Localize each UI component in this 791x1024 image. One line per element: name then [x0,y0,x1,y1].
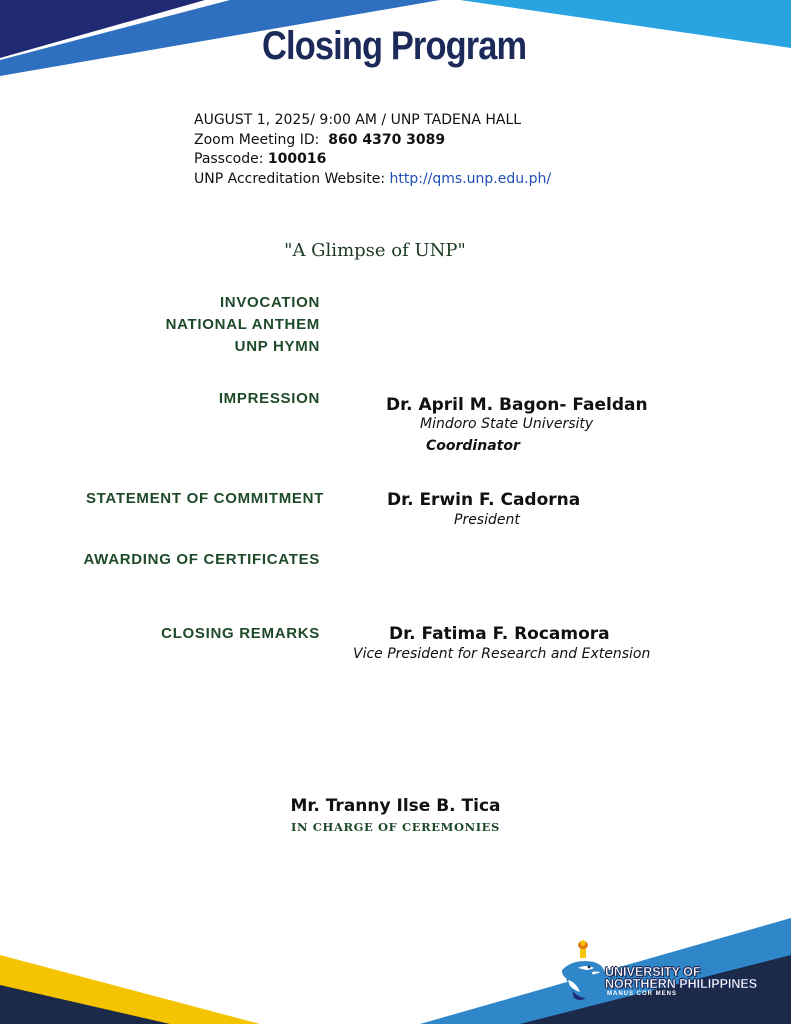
zoom-label: Zoom Meeting ID: [194,131,320,148]
logo-motto: MANUS COR MENS [607,991,678,997]
program-item-statement-of-commitment: STATEMENT OF COMMITMENT [85,490,324,507]
event-date-line: AUGUST 1, 2025/ 9:00 AM / UNP TADENA HALL [194,112,522,128]
impression-speaker-org: Mindoro State University [420,416,594,432]
impression-speaker-name: Dr. April M. Bagon- Faeldan [386,395,648,415]
passcode-value: 100016 [267,151,327,167]
program-item-national-anthem: NATIONAL ANTHEM [165,316,320,333]
passcode-label: Passcode: [194,151,264,167]
emcee-role: IN CHARGE OF CEREMONIES [291,820,500,834]
zoom-meeting-row [194,131,551,151]
logo-line-1: UNIVERSITY OF [605,965,701,979]
passcode-row [194,150,551,170]
program-item-closing-remarks: CLOSING REMARKS [161,625,320,642]
website-label: UNP Accreditation Website: [194,170,386,187]
closing-speaker-name: Dr. Fatima F. Rocamora [389,624,610,644]
closing-speaker-role: Vice President for Research and Extension [353,646,651,662]
logo-line-2: NORTHERN PHILIPPINES [605,977,758,991]
website-link[interactable]: http://qms.unp.edu.ph/ [389,170,552,187]
impression-speaker-role: Coordinator [426,438,520,454]
program-item-unp-hymn: UNP HYMN [234,338,320,355]
program-item-awarding-of-certificates: AWARDING OF CERTIFICATES [83,551,320,568]
program-item-invocation: INVOCATION [219,294,320,311]
commitment-speaker-name: Dr. Erwin F. Cadorna [387,490,581,510]
website-row [194,170,551,190]
page-title: Closing Program [262,24,527,68]
program-item-impression: IMPRESSION [218,390,320,407]
emcee-name: Mr. Tranny Ilse B. Tica [290,796,501,816]
logo-wordmark [605,966,757,990]
commitment-speaker-role: President [454,512,520,528]
zoom-meeting-id: 860 4370 3089 [328,131,446,148]
event-details [194,111,551,189]
program-theme: "A Glimpse of UNP" [284,240,466,261]
